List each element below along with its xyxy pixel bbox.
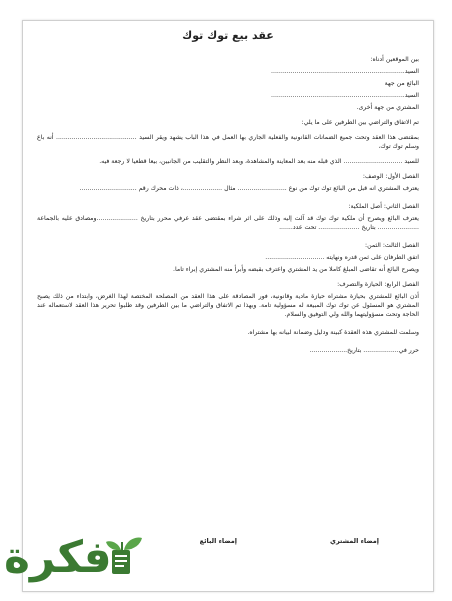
intro-line: بين الموقعين أدناه:: [370, 56, 419, 63]
place-date-line: حرر في.................. بتاريخ...................: [309, 347, 419, 354]
agreement-line: تم الاتفاق والتراضي بين الطرفين على ما يلي:: [301, 119, 419, 126]
section-3-price: اتفق الطرفان على ثمن قدره ونهايته ..............................: [265, 254, 419, 261]
section-4-text: أذن البائع للمشتري بحيازة مشتراه حيازة مادية وقانونية، فور المصادقة على هذا العقد من المصلحة المختصة لهذا الغرض، وابتداء من ذلك يصبح المشتري هو المسئول عن توك توك المبيعة له مسؤولية تامة. وبهذا تم الاتفاق والتراضي ما بين الطرفين وقد طلبوا تحرير هذا العقد لاستعماله عند الحاجة وتحت مسؤوليتهما والله ولي التوفيق والسلام.: [37, 293, 419, 318]
document-page: [22, 20, 434, 592]
buyer-party-line: المشتري من جهة أخرى.: [356, 104, 419, 111]
delivery-line: وسلمت للمشتري هذه العقدة كبينة ودليل وضمانة لبيانه بها مشتراه.: [247, 329, 419, 336]
document-title: عقد بيع توك توك: [182, 29, 274, 42]
seller-signature-label: إمضاء البائع: [199, 537, 237, 545]
section-1-text: يعترف المشتري انه قبل من البائع توك توك من نوع ......................... مثال ....................، ذات محرك رقم .............................: [79, 185, 419, 192]
seller-party-line: البائع من جهة: [384, 80, 419, 87]
section-4-heading: الفصل الرابع: الحيازة والتصرف:: [337, 281, 419, 288]
acceptance-clause: للسيد .............................. الذي قبله منه بعد المعاينة والمشاهدة، وبعد النظر والتقليب من الجانبين، بيعا قطعيا لا رجعة فيه.: [99, 158, 419, 165]
site-logo: [0, 528, 160, 597]
buyer-signature-label: إمضاء المشتري: [330, 537, 379, 545]
seller-name-line: السيد....................................................................: [271, 68, 419, 75]
section-3-receipt: ويصرح البائع أنه تقاضى المبلغ كاملا من يد المشتري واعترف بقبضه وأبرأ منه المشتري إبراء تاما.: [173, 266, 419, 273]
section-3-heading: الفصل الثالث: الثمن:: [365, 242, 419, 249]
section-2-heading: الفصل الثاني: أصل الملكية:: [348, 203, 419, 210]
logo-text: فكرة: [4, 532, 112, 583]
sale-clause: بمقتضى هذا العقد وتحت جميع الضمانات القانونية والفعلية الجاري بها العمل في هذا الباب يشهد ويقر السيد ......................................... أنه باع وسلم توك توك،: [37, 134, 419, 150]
document-body: [37, 55, 419, 361]
section-1-heading: الفصل الأول: الوصف:: [362, 173, 419, 180]
section-2-text: يعترف البائع ويصرح أن ملكية توك توك قد آلت إليه وذلك على اثر شراء بمقتضى عقد عرفي محرر بتاريخ .....................ومصادق عليه بالجماعة ..................... بتاريخ ..................... تحت عدد.......: [37, 215, 419, 231]
buyer-name-line: السيد....................................................................: [271, 92, 419, 99]
